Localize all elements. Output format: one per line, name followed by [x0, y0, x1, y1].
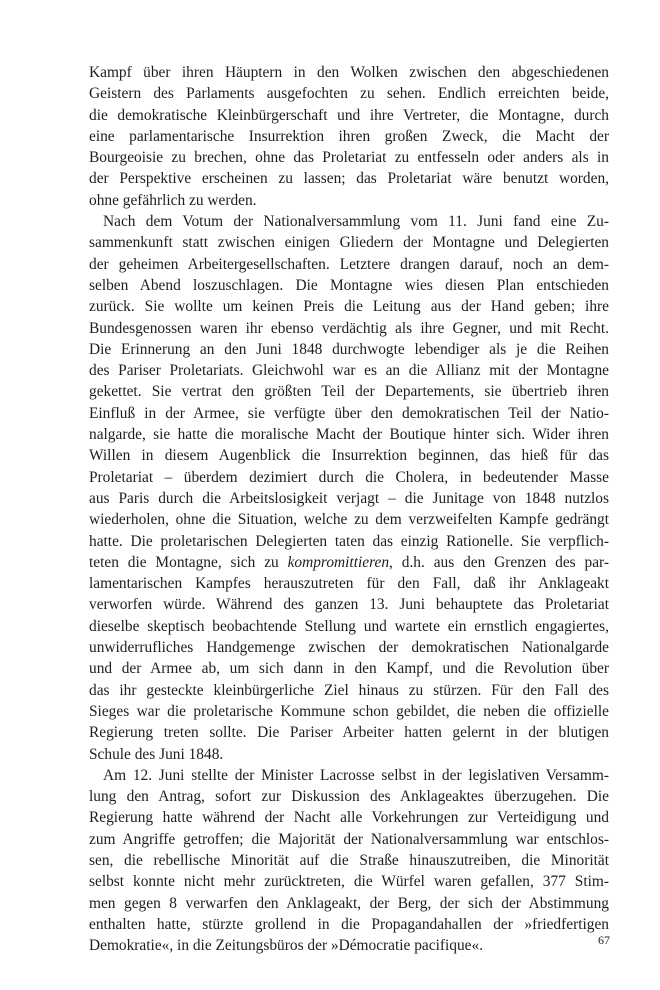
text-segment: teten die Montagne, sich zu: [89, 553, 288, 571]
text-segment: nalgarde, sie hatte die moralische Macht der Boutique hinter sich. Wider ihren: [89, 426, 609, 444]
text-segment: lamentarischen Kampfes herauszutreten für den Fall, daß ihr Anklageakt: [89, 575, 609, 593]
text-segment: unwiderrufliches Handgemenge zwischen der demokratischen Nationalgarde: [89, 639, 609, 657]
text-segment: Nach dem Votum der Nationalversammlung vom 11. Juni fand eine Zu-: [103, 213, 609, 231]
paragraph: [89, 211, 609, 765]
text-line: [89, 467, 609, 488]
text-segment: der Perspektive erscheinen zu lassen; das Proletariat wäre benutzt worden,: [89, 170, 609, 188]
book-page-text: [89, 62, 609, 956]
paragraph: [89, 765, 609, 957]
text-segment: verworfen würde. Während des ganzen 13. Juni behauptete das Proletariat: [89, 596, 609, 614]
text-segment: selbst konnte nicht mehr zurücktreten, die Würfel waren gefallen, 377 Stim-: [89, 873, 609, 891]
text-line: [89, 850, 609, 871]
emphasized-text: kompromittieren: [287, 553, 390, 571]
text-segment: selben Abend loszuschlagen. Die Montagne wies diesen Plan entschieden: [89, 276, 609, 294]
text-segment: Willen in diesem Augenblick die Insurrektion beginnen, das hieß für das: [89, 447, 609, 465]
paragraph: [89, 62, 609, 211]
text-line: [89, 658, 609, 679]
text-line: [89, 168, 609, 189]
text-line: [89, 254, 609, 275]
text-segment: lung den Antrag, sofort zur Diskussion des Anklageaktes überzugehen. Die: [89, 788, 609, 806]
text-line: [89, 488, 609, 509]
text-segment: die demokratische Kleinbürgerschaft und ihre Vertreter, die Montagne, durch: [89, 106, 609, 124]
text-segment: des Pariser Proletariats. Gleichwohl war es an die Allianz mit der Montagne: [89, 362, 609, 380]
text-line: [89, 871, 609, 892]
text-segment: zurück. Sie wollte um keinen Preis die Leitung aus der Hand geben; ihre: [89, 298, 609, 316]
text-line: [89, 807, 609, 828]
text-line: [89, 360, 609, 381]
text-line: [89, 211, 609, 232]
text-line: [89, 573, 609, 594]
text-line: [89, 62, 609, 83]
text-segment: gekettet. Sie vertrat den größten Teil der Departements, sie übertrieb ihren: [89, 383, 609, 401]
text-line: [89, 190, 609, 211]
text-line: [89, 616, 609, 637]
text-line: [89, 126, 609, 147]
text-segment: ohne gefährlich zu werden.: [89, 191, 257, 209]
text-line: [89, 744, 609, 765]
text-segment: das ihr gesteckte kleinbürgerliche Ziel hinaus zu stürzen. Für den Fall des: [89, 681, 609, 699]
text-line: [89, 637, 609, 658]
text-segment: Kampf über ihren Häuptern in den Wolken zwischen den abgeschiedenen: [89, 64, 609, 81]
text-line: [89, 318, 609, 339]
text-segment: aus Paris durch die Arbeitslosigkeit verjagt – die Junitage von 1848 nutzlos: [89, 489, 609, 507]
text-segment: Proletariat – überdem dezimiert durch die Cholera, in bedeutender Masse: [89, 468, 609, 486]
text-line: [89, 147, 609, 168]
text-segment: dieselbe skeptisch beobachtende Stellung und wartete ein ernstlich engagiertes,: [89, 617, 609, 635]
text-segment: , d.h. aus den Grenzen des par-: [389, 553, 609, 571]
text-line: [89, 531, 609, 552]
text-line: [89, 552, 609, 573]
text-segment: und der Armee ab, um sich dann in den Kampf, und die Revolution über: [89, 660, 609, 678]
text-segment: Regierung treten sollte. Die Pariser Arbeiter hatten gelernt in der blutigen: [89, 724, 609, 742]
text-segment: sen, die rebellische Minorität auf die Straße hinauszutreiben, die Minorität: [89, 851, 609, 869]
text-segment: men gegen 8 verwarfen den Anklageakt, der Berg, der sich der Abstimmung: [89, 894, 609, 912]
text-segment: Geistern des Parlaments ausgefochten zu sehen. Endlich erreichten beide,: [89, 85, 609, 103]
text-line: [89, 722, 609, 743]
text-segment: enthalten hatte, stürzte grollend in die Propagandahallen der »friedfertigen: [89, 915, 609, 933]
text-line: [89, 424, 609, 445]
text-segment: Einfluß in der Armee, sie verfügte über den demokratischen Teil der Natio-: [89, 404, 609, 422]
page-number: 67: [598, 933, 610, 947]
text-line: [89, 509, 609, 530]
text-line: [89, 275, 609, 296]
text-segment: hatte. Die proletarischen Delegierten taten das einzig Rationelle. Sie verpflich-: [89, 532, 609, 550]
text-line: [89, 786, 609, 807]
text-segment: zum Angriffe getroffen; die Majorität der Nationalversammlung war entschlos-: [89, 830, 609, 848]
text-line: [89, 829, 609, 850]
text-line: [89, 594, 609, 615]
text-line: [89, 935, 609, 956]
text-segment: Die Erinnerung an den Juni 1848 durchwogte lebendiger als je die Reihen: [89, 340, 609, 358]
text-line: [89, 680, 609, 701]
text-line: [89, 296, 609, 317]
text-line: [89, 83, 609, 104]
text-segment: wiederholen, ohne die Situation, welche zu dem verzweifelten Kampfe gedrängt: [89, 511, 609, 529]
text-segment: Sieges war die proletarische Kommune schon gebildet, die neben die offizielle: [89, 702, 609, 720]
text-line: [89, 232, 609, 253]
text-line: [89, 765, 609, 786]
text-segment: eine parlamentarische Insurrektion ihren großen Zweck, die Macht der: [89, 127, 609, 145]
text-line: [89, 339, 609, 360]
text-segment: Bundesgenossen waren ihr ebenso verdächtig als ihre Gegner, und mit Recht.: [89, 319, 609, 337]
text-segment: Am 12. Juni stellte der Minister Lacrosse selbst in der legislativen Versamm-: [103, 766, 609, 784]
text-segment: der geheimen Arbeitergesellschaften. Letztere drangen darauf, noch an dem-: [89, 255, 609, 273]
text-segment: Regierung hatte während der Nacht alle Vorkehrungen zur Verteidigung und: [89, 809, 609, 827]
text-segment: Demokratie«, in die Zeitungsbüros der »Démocratie pacifique«.: [89, 937, 484, 955]
text-line: [89, 403, 609, 424]
text-line: [89, 701, 609, 722]
text-segment: Bourgeoisie zu brechen, ohne das Proletariat zu entfesseln oder anders als in: [89, 149, 609, 167]
text-line: [89, 445, 609, 466]
text-line: [89, 893, 609, 914]
text-segment: Schule des Juni 1848.: [89, 745, 224, 763]
text-line: [89, 105, 609, 126]
text-segment: sammenkunft statt zwischen einigen Gliedern der Montagne und Delegierten: [89, 234, 609, 252]
text-line: [89, 914, 609, 935]
text-line: [89, 381, 609, 402]
